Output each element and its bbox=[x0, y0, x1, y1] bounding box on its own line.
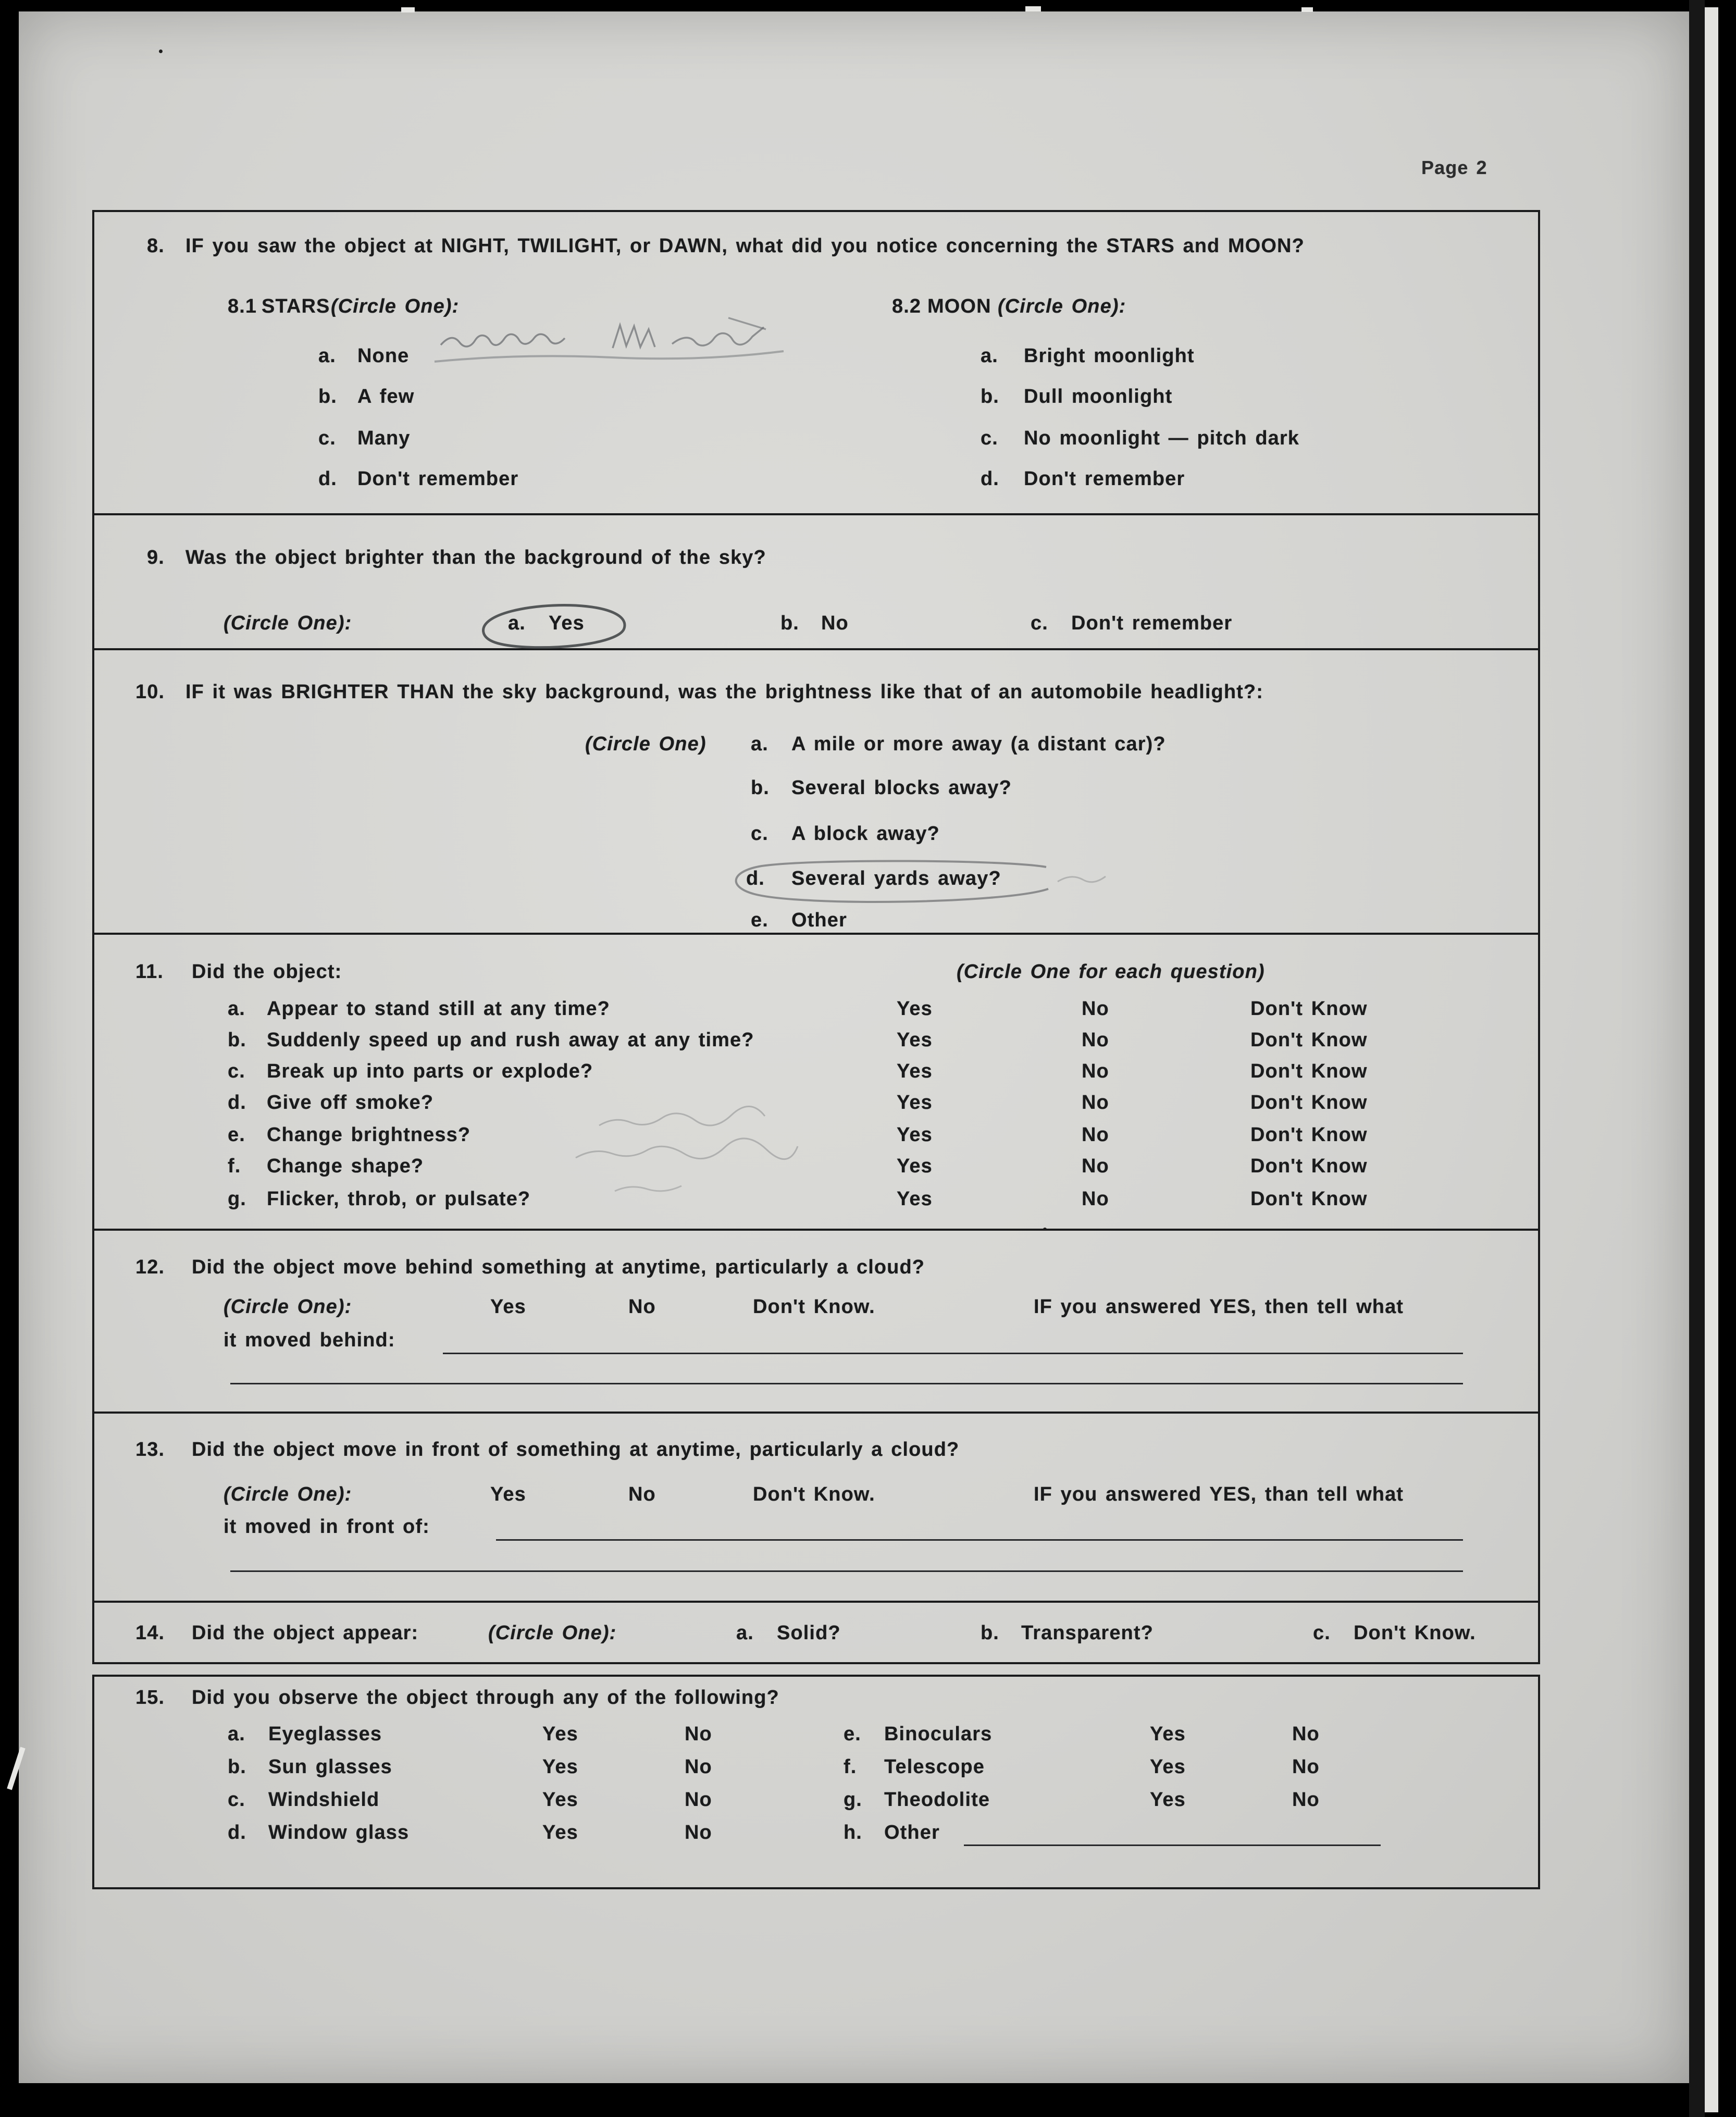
answer-yes: Yes bbox=[542, 1822, 578, 1843]
sub-question-title: STARS bbox=[262, 295, 330, 317]
option-letter: d. bbox=[981, 468, 999, 490]
option-label: Don't remember bbox=[357, 468, 519, 490]
answer-no: No bbox=[685, 1723, 712, 1745]
question-text: Did the object move behind something at anytime, particularly a cloud? bbox=[192, 1256, 925, 1278]
answer-no: No bbox=[628, 1483, 656, 1505]
circle-one-label: (Circle One): bbox=[224, 612, 352, 634]
answer-yes: Yes bbox=[897, 1092, 933, 1113]
option-label: A mile or more away (a distant car)? bbox=[791, 733, 1166, 755]
question-text: IF you saw the object at NIGHT, TWILIGHT, or DAWN, what did you notice concerning the STARS and MOON? bbox=[185, 235, 1305, 257]
blank-line bbox=[230, 1383, 1463, 1384]
blank-line bbox=[964, 1844, 1381, 1846]
question-text: Did the object: bbox=[192, 961, 342, 983]
question-number: 14. bbox=[135, 1622, 165, 1644]
option-letter: c. bbox=[981, 427, 998, 449]
answer-no: No bbox=[628, 1296, 656, 1318]
answer-yes: Yes bbox=[897, 1029, 933, 1051]
option-label: Eyeglasses bbox=[268, 1723, 382, 1745]
answer-no: No bbox=[685, 1756, 712, 1778]
option-letter: c. bbox=[318, 427, 336, 449]
option-letter: b. bbox=[981, 1622, 999, 1644]
answer-yes: Yes bbox=[1150, 1756, 1186, 1778]
question-number: 11. bbox=[135, 961, 164, 983]
option-label: A few bbox=[357, 386, 415, 407]
answer-yes: Yes bbox=[542, 1756, 578, 1778]
sub-question-number: 8.1 bbox=[228, 295, 257, 317]
option-label: Change brightness? bbox=[267, 1124, 471, 1146]
option-letter: d. bbox=[746, 868, 765, 889]
question-text: IF it was BRIGHTER THAN the sky background, was the brightness like that of an automobile headlight?: bbox=[185, 681, 1263, 703]
option-letter: a. bbox=[228, 998, 245, 1020]
answer-yes: Yes bbox=[542, 1723, 578, 1745]
question-text: Did you observe the object through any of the following? bbox=[192, 1687, 779, 1709]
option-letter: f. bbox=[844, 1756, 857, 1778]
option-label: Many bbox=[357, 427, 411, 449]
answer-yes: Yes bbox=[490, 1483, 526, 1505]
option-label: Give off smoke? bbox=[267, 1092, 434, 1113]
option-letter: d. bbox=[318, 468, 337, 490]
question-number: 15. bbox=[135, 1687, 165, 1709]
option-letter: f. bbox=[228, 1155, 241, 1177]
option-label: Dull moonlight bbox=[1024, 386, 1173, 407]
option-letter: b. bbox=[228, 1029, 246, 1051]
option-letter: d. bbox=[228, 1822, 246, 1843]
option-label: Other bbox=[791, 909, 847, 931]
option-label: Flicker, throb, or pulsate? bbox=[267, 1188, 531, 1210]
question-text: Did the object move in front of something at anytime, particularly a cloud? bbox=[192, 1439, 960, 1460]
option-letter: a. bbox=[318, 345, 336, 367]
option-letter: h. bbox=[844, 1822, 862, 1843]
question-number: 12. bbox=[135, 1256, 165, 1278]
answer-no: No bbox=[1082, 1188, 1109, 1210]
option-label: Telescope bbox=[884, 1756, 985, 1778]
sub-question-number: 8.2 bbox=[892, 295, 922, 317]
answer-no: No bbox=[1082, 998, 1109, 1020]
answer-yes: Yes bbox=[897, 1124, 933, 1146]
answer-no: No bbox=[685, 1789, 712, 1811]
circle-one-label: (Circle One): bbox=[224, 1483, 352, 1505]
circle-one-label: (Circle One): bbox=[331, 295, 460, 317]
option-letter: b. bbox=[981, 386, 999, 407]
answer-dont-know: Don't Know bbox=[1250, 1155, 1368, 1177]
circle-one-label: (Circle One): bbox=[224, 1296, 352, 1318]
question-text: Did the object appear: bbox=[192, 1622, 419, 1644]
option-letter: c. bbox=[228, 1789, 245, 1811]
answer-no: No bbox=[1292, 1789, 1320, 1811]
answer-no: No bbox=[1082, 1092, 1109, 1113]
option-label: Don't remember bbox=[1071, 612, 1233, 634]
option-label: Don't Know. bbox=[1354, 1622, 1476, 1644]
fill-in-prompt: it moved behind: bbox=[224, 1329, 395, 1351]
option-letter: a. bbox=[981, 345, 998, 367]
answer-yes: Yes bbox=[1150, 1789, 1186, 1811]
option-letter: d. bbox=[228, 1092, 246, 1113]
answer-no: No bbox=[1292, 1756, 1320, 1778]
option-letter: a. bbox=[228, 1723, 245, 1745]
option-label: Windshield bbox=[268, 1789, 380, 1811]
option-label: Break up into parts or explode? bbox=[267, 1060, 593, 1082]
option-label: Binoculars bbox=[884, 1723, 993, 1745]
page-number: Page 2 bbox=[1421, 157, 1487, 178]
circle-one-label: (Circle One for each question) bbox=[957, 961, 1265, 983]
option-label: Suddenly speed up and rush away at any time? bbox=[267, 1029, 754, 1051]
answer-no: No bbox=[685, 1822, 712, 1843]
option-letter: b. bbox=[228, 1756, 246, 1778]
option-letter: g. bbox=[844, 1789, 862, 1811]
answer-yes: Yes bbox=[542, 1789, 578, 1811]
question-number: 10. bbox=[135, 681, 165, 703]
option-label: A block away? bbox=[791, 823, 940, 845]
circle-one-label: (Circle One) bbox=[585, 733, 706, 755]
option-label: Transparent? bbox=[1021, 1622, 1154, 1644]
answer-no: No bbox=[1082, 1029, 1109, 1051]
option-label: Sun glasses bbox=[268, 1756, 392, 1778]
option-letter: c. bbox=[228, 1060, 245, 1082]
option-letter: e. bbox=[228, 1124, 245, 1146]
answer-dont-know: Don't Know bbox=[1250, 1188, 1368, 1210]
option-label: Appear to stand still at any time? bbox=[267, 998, 610, 1020]
option-letter: c. bbox=[1313, 1622, 1331, 1644]
option-letter: g. bbox=[228, 1188, 246, 1210]
option-letter: e. bbox=[844, 1723, 861, 1745]
option-label: None bbox=[357, 345, 410, 367]
question-number: 9. bbox=[147, 547, 165, 568]
question-text: Was the object brighter than the background of the sky? bbox=[185, 547, 766, 568]
answer-yes: Yes bbox=[897, 1060, 933, 1082]
option-label: Don't remember bbox=[1024, 468, 1185, 490]
answer-yes: Yes bbox=[897, 998, 933, 1020]
answer-yes: Yes bbox=[1150, 1723, 1186, 1745]
answer-no: No bbox=[1082, 1060, 1109, 1082]
answer-no: No bbox=[1082, 1124, 1109, 1146]
option-letter: b. bbox=[751, 777, 770, 799]
question-number: 8. bbox=[147, 235, 165, 257]
answer-dont-know: Don't Know bbox=[1250, 998, 1368, 1020]
option-label: No moonlight — pitch dark bbox=[1024, 427, 1300, 449]
answer-dont-know: Don't Know bbox=[1250, 1092, 1368, 1113]
option-label: Several yards away? bbox=[791, 868, 1001, 889]
answer-dont-know: Don't Know bbox=[1250, 1060, 1368, 1082]
option-label: Window glass bbox=[268, 1822, 410, 1843]
option-label: Change shape? bbox=[267, 1155, 424, 1177]
option-label: Yes bbox=[549, 612, 585, 634]
blank-line bbox=[443, 1353, 1463, 1354]
answer-yes: Yes bbox=[897, 1155, 933, 1177]
question-number: 13. bbox=[135, 1439, 165, 1460]
option-letter: a. bbox=[508, 612, 526, 634]
option-letter: c. bbox=[751, 823, 768, 845]
conditional-instruction: IF you answered YES, than tell what bbox=[1034, 1483, 1404, 1505]
option-label: Several blocks away? bbox=[791, 777, 1012, 799]
answer-dont-know: Don't Know. bbox=[753, 1296, 875, 1318]
answer-dont-know: Don't Know bbox=[1250, 1029, 1368, 1051]
option-letter: b. bbox=[780, 612, 799, 634]
circle-one-label: (Circle One): bbox=[488, 1622, 617, 1644]
option-letter: b. bbox=[318, 386, 337, 407]
answer-no: No bbox=[1082, 1155, 1109, 1177]
option-label: Solid? bbox=[777, 1622, 841, 1644]
option-label: Theodolite bbox=[884, 1789, 990, 1811]
circle-one-label: (Circle One): bbox=[998, 295, 1126, 317]
blank-line bbox=[230, 1570, 1463, 1572]
answer-yes: Yes bbox=[897, 1188, 933, 1210]
option-letter: c. bbox=[1031, 612, 1048, 634]
option-letter: e. bbox=[751, 909, 768, 931]
answer-no: No bbox=[1292, 1723, 1320, 1745]
option-label: Bright moonlight bbox=[1024, 345, 1195, 367]
answer-yes: Yes bbox=[490, 1296, 526, 1318]
conditional-instruction: IF you answered YES, then tell what bbox=[1034, 1296, 1404, 1318]
blank-line bbox=[496, 1539, 1463, 1541]
option-letter: a. bbox=[736, 1622, 754, 1644]
option-label: No bbox=[821, 612, 849, 634]
answer-dont-know: Don't Know bbox=[1250, 1124, 1368, 1146]
option-label: Other bbox=[884, 1822, 940, 1843]
answer-dont-know: Don't Know. bbox=[753, 1483, 875, 1505]
fill-in-prompt: it moved in front of: bbox=[224, 1516, 430, 1538]
option-letter: a. bbox=[751, 733, 768, 755]
sub-question-title: MOON bbox=[927, 295, 991, 317]
